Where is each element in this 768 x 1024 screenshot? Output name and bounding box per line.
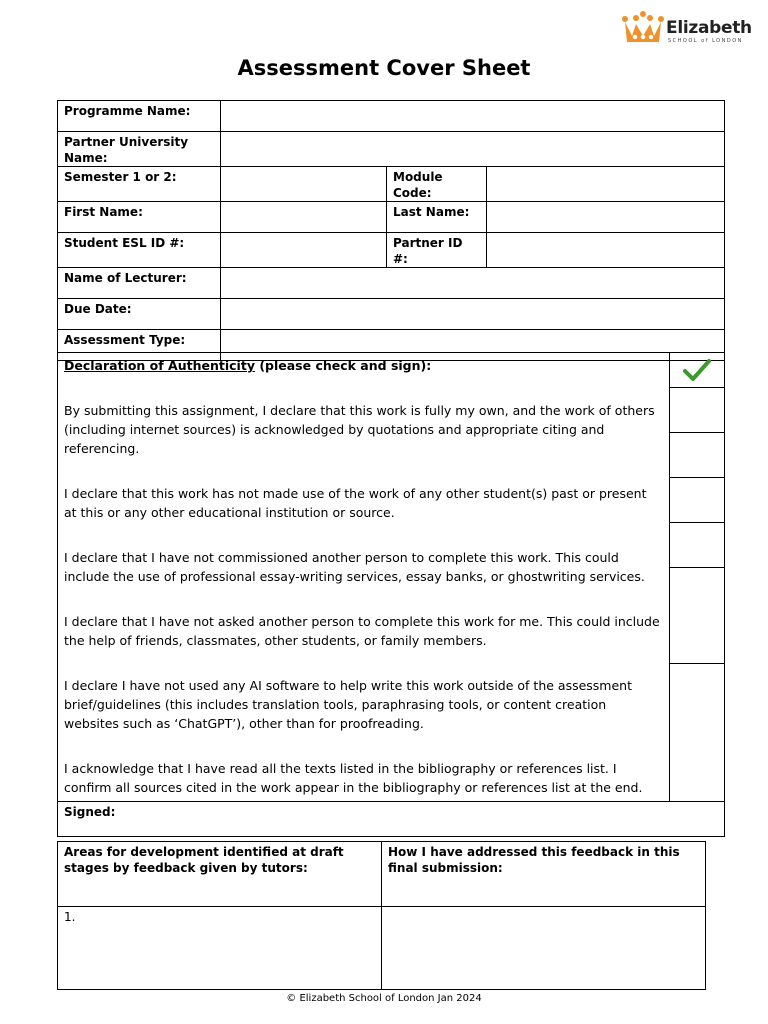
declaration-checkbox[interactable] [670, 664, 724, 792]
footer-copyright: © Elizabeth School of London Jan 2024 [286, 993, 482, 1004]
page-title: Assessment Cover Sheet [237, 56, 531, 80]
declaration-heading-instruction: (please check and sign): [254, 358, 432, 373]
module-code-field[interactable] [487, 167, 725, 202]
first-name-field[interactable] [221, 202, 387, 233]
feedback-addressed-header: How I have addressed this feedback in this final submission: [382, 842, 706, 907]
declaration-checkbox[interactable] [670, 568, 724, 664]
due-date-label: Due Date: [58, 299, 221, 330]
programme-name-label: Programme Name: [58, 101, 221, 132]
declaration-text-cell [58, 353, 670, 802]
partner-id-label: Partner ID #: [387, 233, 487, 268]
partner-university-field[interactable] [221, 132, 725, 167]
student-esl-id-field[interactable] [221, 233, 387, 268]
declaration-checkbox[interactable] [670, 478, 724, 523]
table-row [58, 132, 725, 167]
declaration-heading [64, 356, 663, 375]
declaration-heading-title: Declaration of Authenticity [64, 358, 255, 373]
feedback-table [57, 841, 706, 990]
semester-label: Semester 1 or 2: [58, 167, 221, 202]
table-row [58, 842, 706, 907]
declaration-statement: I declare that I have not asked another person to complete this work for me. This could include the help of friends, classmates, other students, or family members. [64, 614, 660, 648]
declaration-statement: By submitting this assignment, I declare that this work is fully my own, and the work of others (including internet sources) is acknowledged by quotations and appropriate citing and referencing. [64, 403, 655, 456]
feedback-addressed-cell[interactable] [382, 907, 706, 990]
declaration-statement: I declare that I have not commissioned another person to complete this work. This could include the use of professional essay-writing services, essay banks, or ghostwriting services. [64, 550, 645, 584]
table-row [58, 353, 725, 802]
table-row [58, 202, 725, 233]
declaration-table [57, 352, 725, 837]
checkbox-column [670, 353, 725, 802]
lecturer-field[interactable] [221, 268, 725, 299]
logo-subtitle: SCHOOL of LONDON [668, 38, 743, 44]
table-row [58, 167, 725, 202]
table-row [58, 233, 725, 268]
school-logo [622, 8, 752, 48]
declaration-checkbox[interactable] [670, 523, 724, 568]
table-row [58, 268, 725, 299]
table-row [58, 907, 706, 990]
lecturer-label: Name of Lecturer: [58, 268, 221, 299]
partner-university-label: Partner University Name: [58, 132, 221, 167]
module-code-label: Module Code: [387, 167, 487, 202]
declaration-checkbox[interactable] [670, 433, 724, 478]
table-row [58, 101, 725, 132]
declaration-statement: I acknowledge that I have read all the texts listed in the bibliography or references list. I confirm all sources cited in the work appear in the bibliography or references list at the end. [64, 761, 643, 795]
student-esl-id-label: Student ESL ID #: [58, 233, 221, 268]
declaration-checkbox[interactable] [670, 388, 724, 433]
semester-field[interactable] [221, 167, 387, 202]
student-details-table [57, 100, 725, 361]
assessment-type-label: Assessment Type: [58, 330, 221, 361]
feedback-areas-cell[interactable]: 1. [58, 907, 382, 990]
checkmark-icon [683, 358, 711, 382]
last-name-label: Last Name: [387, 202, 487, 233]
crown-icon [622, 10, 664, 46]
feedback-areas-header: Areas for development identified at draft stages by feedback given by tutors: [58, 842, 382, 907]
table-row [58, 299, 725, 330]
declaration-statement: I declare that this work has not made use of the work of any other student(s) past or present at this or any other educational institution or source. [64, 486, 647, 520]
declaration-statement: I declare I have not used any AI software to help write this work outside of the assessment brief/guidelines (this includes translation tools, paraphrasing tools, or content creation websites such as ‘ChatGPT’), other than for proofreading. [64, 678, 632, 731]
tick-header-box [670, 353, 724, 388]
first-name-label: First Name: [58, 202, 221, 233]
due-date-field[interactable] [221, 299, 725, 330]
programme-name-field[interactable] [221, 101, 725, 132]
last-name-field[interactable] [487, 202, 725, 233]
logo-name: Elizabeth [666, 18, 752, 38]
table-row [58, 802, 725, 837]
partner-id-field[interactable] [487, 233, 725, 268]
signed-field[interactable]: Signed: [58, 802, 725, 837]
